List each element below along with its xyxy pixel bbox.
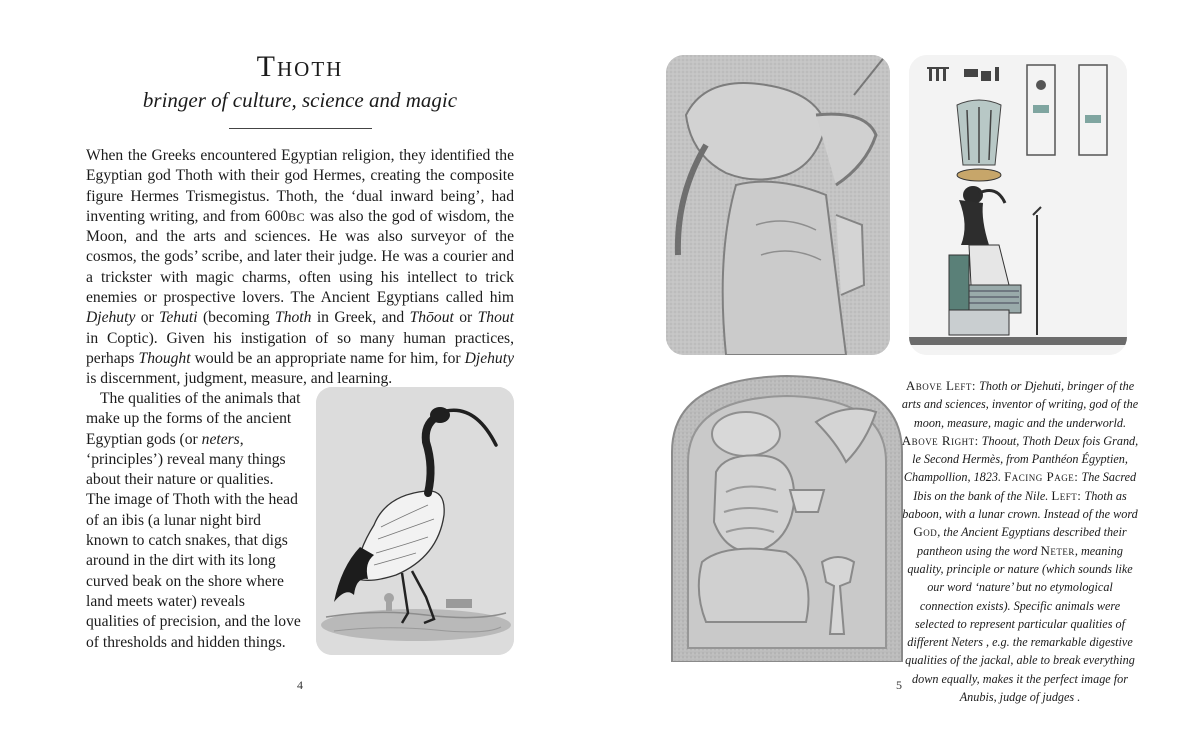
text-run: or [453,309,478,327]
text-run: Above Right: [901,432,979,448]
text-run: in Greek, and [311,309,410,327]
text-run: When the Greeks encountered Egyptian religion, they identified the Egyptian god Thoth with their god Hermes, creating the composite figure Hermes Trismegistus. Thoth, the ‘dual inward being’, had inventing writing, and from [86,147,514,225]
page-number-right: 5 [896,678,902,692]
text-run: was also the god of wisdom, the Moon, and the arts and sciences. He was also surveyor of the cosmos, the gods’ scribe, and later their judge. He was a courier and a trickster with magic charms, often using his intellect to trick enemies or prospective lovers. The Ancient Egyptians called him [86,207,514,307]
text-run: would be an appropriate name for him, for [190,349,465,367]
text-run: BC [288,209,306,224]
text-run: (becoming [197,309,276,327]
thoth-ibis-relief-image [666,55,890,355]
text-run: , meaning quality, principle or nature (which sounds like our word ‘nature’ but no etymological connection exists). Specific animals were selected to represent particular qualities of different Neters , e.g. the remarkable digestive qualities of the jackal, able to break everything down equally, makes it the perfect image for Anubis, judge of judges . [905,543,1135,705]
text-run: Thout [477,309,514,327]
page-subtitle: bringer of culture, science and magic [142,88,458,112]
text-run: Thoout, Thoth Deux fois Grand, le Second Hermès, from Panthéon Égyptien, Champollion, 1823. [903,433,1139,485]
text-run: Thōout [409,309,454,327]
text-run: Neter [1040,542,1075,558]
text-run: Left: [1051,487,1082,503]
text-run: , ‘principles’) reveal many things about their nature or qualities. The image of Thoth with the head of an ibis (a lunar night bird known to catch snakes, that digs around in the dirt with its long curved beak on the shore where land meets water) reveals qualities of precision, and the love of thresholds and hidden things. [86,430,301,651]
text-run: Above Left: [905,378,977,393]
image-caption [900,377,1140,706]
text-run: Thought [138,349,191,367]
page-title: Thoth [256,50,344,83]
text-run: Tehuti [159,309,198,327]
right-page [600,0,1200,729]
animal-qualities-paragraph [86,389,301,653]
text-run: Facing Page: [1004,469,1079,485]
page-number-left: 4 [297,678,303,692]
text-run: is discernment, judgment, measure, and learning. [86,370,393,388]
text-run: God [913,524,938,540]
text-run: 600 [264,207,289,225]
text-run: Thoth or Djehuti, bringer of the arts and sciences, inventor of writing, god of the moon, measure, magic and the underworld. [901,379,1139,430]
thoth-baboon-stela-image [666,372,908,662]
text-run: Djehuty [464,349,514,367]
text-run: Thoth [275,309,312,327]
text-run: neters [201,430,240,448]
text-run: Djehuty [86,309,136,327]
thoth-champollion-illustration-image [909,55,1127,355]
text-run: or [135,309,160,327]
text-run: The qualities of the animals that make up the forms of the ancient Egyptian gods (or [86,390,301,448]
text-run: The Sacred Ibis on the bank of the Nile. [913,470,1137,503]
title-rule [229,128,372,129]
text-run: , the Ancient Egyptians described their pantheon using the word [917,525,1127,558]
sacred-ibis-illustration-image [316,387,514,655]
text-run: Thoth as baboon, with a lunar crown. Instead of the word [902,488,1138,522]
intro-paragraph [86,146,514,390]
text-run: in Coptic). Given his instigation of so many human practices, perhaps [86,329,514,367]
